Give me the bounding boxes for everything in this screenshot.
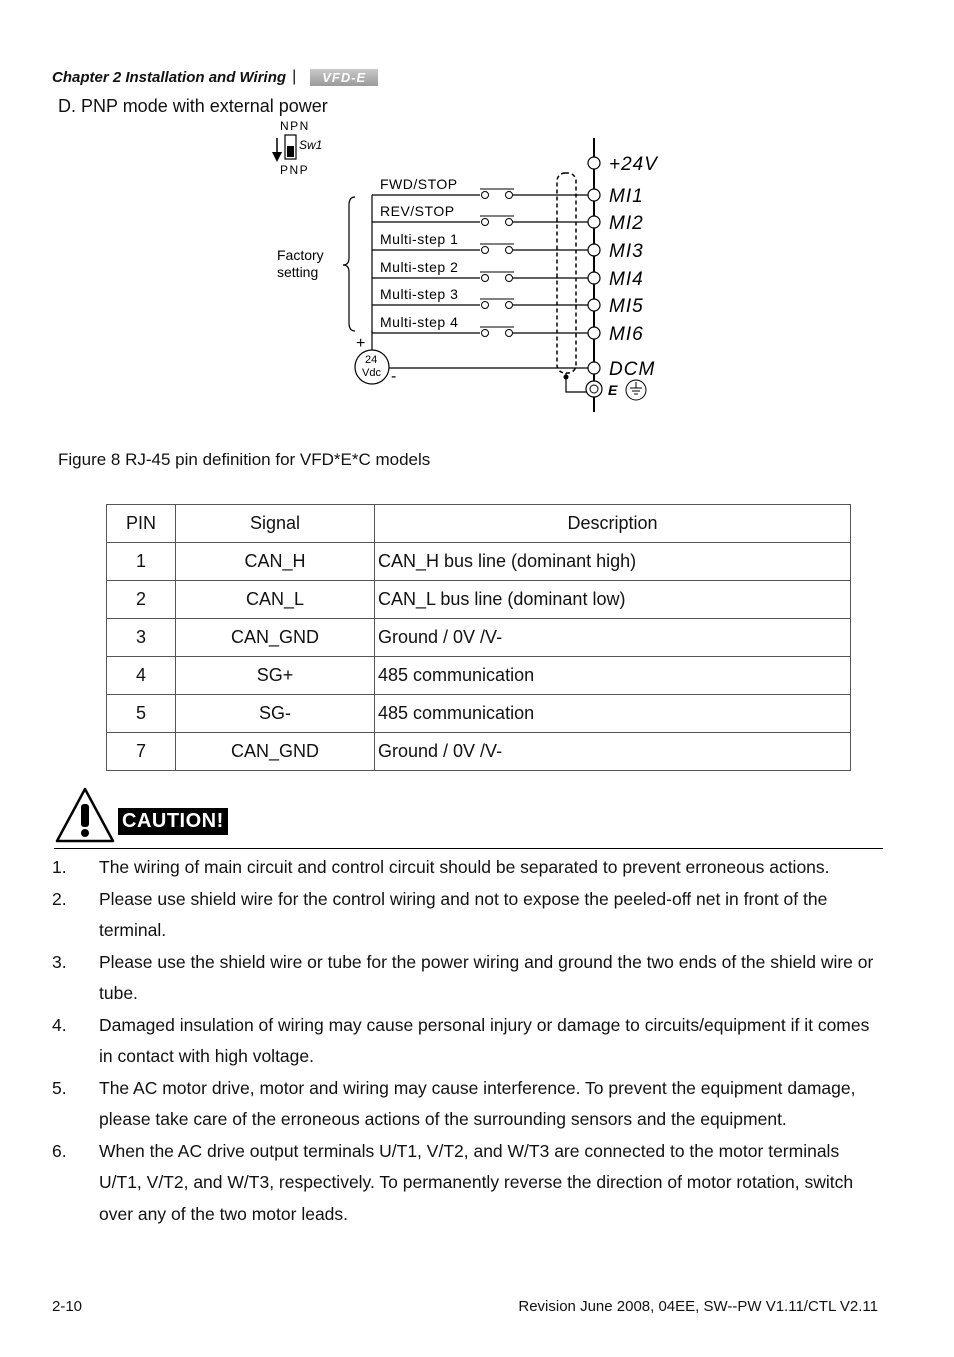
contact-right <box>506 330 513 337</box>
supply-plus-sign: + <box>356 335 366 352</box>
item-text: Damaged insulation of wiring may cause personal injury or damage to circuits/equipment if it comes in contact with high voltage. <box>99 1014 870 1066</box>
contact-right <box>506 192 513 199</box>
input-label: Multi-step 1 <box>380 231 459 247</box>
item-text: Please use shield wire for the control wiring and not to expose the peeled-off net in front of the terminal. <box>99 888 828 940</box>
contact-left <box>482 330 489 337</box>
input-label: Multi-step 4 <box>380 314 459 330</box>
item-number: 3. <box>52 951 67 972</box>
header-signal: Signal <box>176 505 375 543</box>
contact-right <box>506 275 513 282</box>
list-item <box>52 947 884 1010</box>
chapter-title: Chapter 2 Installation and Wiring <box>52 68 287 86</box>
table-row <box>107 619 851 657</box>
list-item <box>52 1073 884 1136</box>
figure-caption: Figure 8 RJ-45 pin definition for VFD*E*C models <box>58 450 431 469</box>
signal-cell: CAN_L <box>176 581 375 619</box>
signal-cell: SG+ <box>176 657 375 695</box>
caution-list <box>52 852 884 1230</box>
contact-left <box>482 275 489 282</box>
caution-label: CAUTION! <box>118 808 228 835</box>
terminal-circle <box>588 216 600 228</box>
input-label: Multi-step 3 <box>380 286 459 302</box>
header-pin: PIN <box>107 505 176 543</box>
list-item <box>52 852 884 884</box>
table-row <box>107 581 851 619</box>
table-row <box>107 657 851 695</box>
item-text: The AC motor drive, motor and wiring may cause interference. To prevent the equipment damage, please take care of the erroneous actions of the surrounding sensors and the equipment. <box>99 1077 856 1129</box>
page-number: 2-10 <box>52 1298 83 1315</box>
terminal-circle <box>588 189 600 201</box>
wiring-diagram <box>0 0 954 430</box>
list-item <box>52 1010 884 1073</box>
item-number: 6. <box>52 1140 67 1161</box>
switch-name: Sw1 <box>299 138 323 152</box>
shield-cable <box>557 173 576 373</box>
setting-label: setting <box>277 264 319 280</box>
item-number: 2. <box>52 888 67 909</box>
table-row <box>107 695 851 733</box>
input-label: FWD/STOP <box>380 176 458 192</box>
contact-left <box>482 247 489 254</box>
factory-label: Factory <box>277 247 324 263</box>
terminal-label: MI4 <box>609 269 644 290</box>
terminal-circle <box>588 299 600 311</box>
switch-knob <box>287 146 294 157</box>
caution-divider <box>54 848 883 849</box>
contact-left <box>482 219 489 226</box>
switch-npn-label: NPN <box>280 119 310 133</box>
shield-ground-lead <box>566 373 588 392</box>
vfd-e-logo: VFD-E <box>310 69 378 86</box>
list-item <box>52 1136 884 1231</box>
switch-arrow-head <box>272 152 282 162</box>
item-text: The wiring of main circuit and control circuit should be separated to prevent erroneous actions. <box>99 857 830 877</box>
signal-cell: CAN_GND <box>176 733 375 771</box>
contact-right <box>506 219 513 226</box>
contact-left <box>482 302 489 309</box>
rj45-pin-table <box>106 504 851 771</box>
terminal-block <box>588 154 659 380</box>
signal-cell: CAN_H <box>176 543 375 581</box>
pin-cell: 4 <box>107 657 176 695</box>
pin-cell: 2 <box>107 581 176 619</box>
terminal-label: MI2 <box>609 213 644 234</box>
description-cell: 485 communication <box>375 657 851 695</box>
pin-cell: 3 <box>107 619 176 657</box>
terminal-label: MI3 <box>609 241 644 262</box>
item-number: 4. <box>52 1014 67 1035</box>
list-item <box>52 884 884 947</box>
terminal-circle <box>588 272 600 284</box>
pin-cell: 7 <box>107 733 176 771</box>
terminal-label: MI6 <box>609 324 644 345</box>
description-cell: Ground / 0V /V- <box>375 619 851 657</box>
terminal-label: MI5 <box>609 296 644 317</box>
pin-cell: 1 <box>107 543 176 581</box>
description-cell: CAN_L bus line (dominant low) <box>375 581 851 619</box>
earth-ground-icon <box>630 382 642 394</box>
terminal-circle <box>588 244 600 256</box>
contact-left <box>482 192 489 199</box>
terminal-circle <box>588 362 600 374</box>
terminal-label: DCM <box>609 359 656 380</box>
input-label: REV/STOP <box>380 203 455 219</box>
table-header-row <box>107 505 851 543</box>
input-label: Multi-step 2 <box>380 259 459 275</box>
contact-right <box>506 302 513 309</box>
terminal-circle <box>588 327 600 339</box>
supply-minus-sign: - <box>391 368 397 385</box>
supply-unit: Vdc <box>362 367 381 379</box>
earth-terminal-inner <box>590 385 598 393</box>
revision-note: Revision June 2008, 04EE, SW--PW V1.11/CTL V2.11 <box>518 1298 878 1315</box>
signal-cell: CAN_GND <box>176 619 375 657</box>
shield-ground-dot <box>564 375 569 380</box>
terminal-label: +24V <box>609 154 658 175</box>
table-row <box>107 733 851 771</box>
item-number: 1. <box>52 857 67 877</box>
warning-triangle-icon <box>54 786 116 844</box>
earth-label: E <box>608 382 618 398</box>
factory-setting-brace <box>343 197 355 331</box>
description-cell: 485 communication <box>375 695 851 733</box>
header-separator: | <box>292 68 297 85</box>
item-text: When the AC drive output terminals U/T1, V/T2, and W/T3 are connected to the motor terminals U/T1, V/T2, and W/T3, respectively. To permanently reverse the direction of motor rotation, switch over any of the two motor leads. <box>99 1140 854 1224</box>
switch-pnp-label: PNP <box>280 163 310 177</box>
terminal-label: MI1 <box>609 186 644 207</box>
terminal-circle <box>588 157 600 169</box>
header-description: Description <box>375 505 851 543</box>
signal-cell: SG- <box>176 695 375 733</box>
description-cell: CAN_H bus line (dominant high) <box>375 543 851 581</box>
supply-voltage: 24 <box>365 354 378 366</box>
item-number: 5. <box>52 1077 67 1098</box>
pin-cell: 5 <box>107 695 176 733</box>
description-cell: Ground / 0V /V- <box>375 733 851 771</box>
caution-heading <box>54 786 228 844</box>
contact-right <box>506 247 513 254</box>
input-wiring <box>372 176 588 337</box>
item-text: Please use the shield wire or tube for the power wiring and ground the two ends of the shield wire or tube. <box>99 951 874 1003</box>
table-row <box>107 543 851 581</box>
section-title: D. PNP mode with external power <box>58 96 328 116</box>
